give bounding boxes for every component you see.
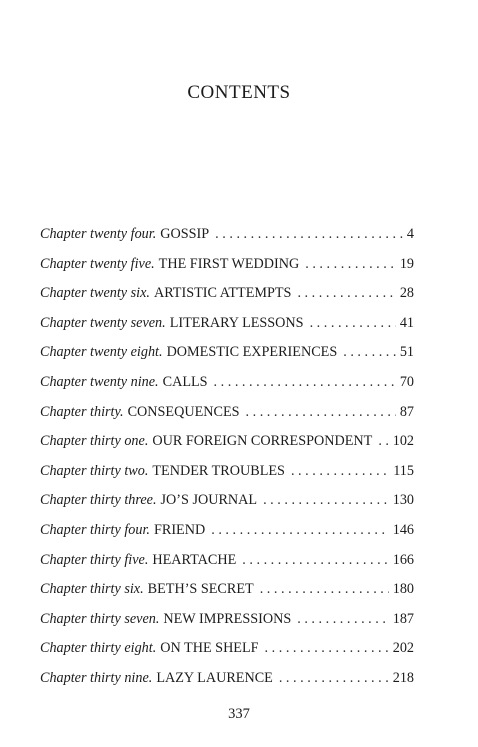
table-of-contents xyxy=(40,226,414,700)
chapter-title: TENDER TROUBLES xyxy=(152,462,285,479)
chapter-label: Chapter twenty six. xyxy=(40,285,150,302)
dot-leader xyxy=(263,492,389,509)
chapter-label: Chapter thirty seven. xyxy=(40,610,160,627)
toc-entry[interactable] xyxy=(40,374,414,404)
toc-entry[interactable] xyxy=(40,670,414,700)
dot-leader xyxy=(242,552,388,569)
dot-leader xyxy=(310,315,396,332)
chapter-label: Chapter twenty nine. xyxy=(40,373,159,390)
toc-entry[interactable] xyxy=(40,522,414,552)
chapter-title: BETH’S SECRET xyxy=(147,581,254,598)
chapter-title: FRIEND xyxy=(153,521,206,538)
dot-leader xyxy=(297,611,388,628)
chapter-label: Chapter thirty. xyxy=(40,403,124,420)
chapter-title: THE FIRST WEDDING xyxy=(158,255,300,272)
chapter-label: Chapter twenty eight. xyxy=(40,344,163,361)
chapter-title: CALLS xyxy=(162,373,208,390)
chapter-label: Chapter thirty one. xyxy=(40,433,149,450)
toc-entry[interactable] xyxy=(40,552,414,582)
toc-entry[interactable] xyxy=(40,581,414,611)
dot-leader xyxy=(211,522,389,539)
page-number: 218 xyxy=(392,669,414,686)
page-number: 115 xyxy=(393,462,414,479)
chapter-label: Chapter thirty six. xyxy=(40,581,144,598)
page-number: 102 xyxy=(392,433,414,450)
chapter-label: Chapter thirty five. xyxy=(40,551,149,568)
chapter-title: GOSSIP xyxy=(160,226,210,242)
chapter-label: Chapter twenty seven. xyxy=(40,314,166,331)
toc-entry[interactable] xyxy=(40,226,414,256)
page-number: 4 xyxy=(406,226,414,242)
dot-leader xyxy=(246,404,396,421)
page-number: 28 xyxy=(399,285,414,302)
dot-leader xyxy=(343,344,396,361)
chapter-label: Chapter thirty three. xyxy=(40,492,157,509)
toc-entry[interactable] xyxy=(40,285,414,315)
chapter-title: HEARTACHE xyxy=(152,551,237,568)
chapter-label: Chapter thirty two. xyxy=(40,462,149,479)
toc-entry[interactable] xyxy=(40,492,414,522)
toc-entry[interactable] xyxy=(40,463,414,493)
dot-leader xyxy=(378,433,388,450)
dot-leader xyxy=(291,463,389,480)
chapter-title: OUR FOREIGN CORRESPONDENT xyxy=(152,433,373,450)
page-number: 130 xyxy=(392,492,414,509)
chapter-label: Chapter thirty eight. xyxy=(40,640,157,657)
dot-leader xyxy=(215,226,403,243)
page-number: 202 xyxy=(392,640,414,657)
page-number: 41 xyxy=(399,314,414,331)
chapter-title: ON THE SHELF xyxy=(160,640,259,657)
toc-entry[interactable] xyxy=(40,611,414,641)
chapter-title: LITERARY LESSONS xyxy=(169,314,304,331)
page-number: 51 xyxy=(399,344,414,361)
dot-leader xyxy=(297,285,395,302)
toc-entry[interactable] xyxy=(40,256,414,286)
page-folio-number: 337 xyxy=(228,706,250,722)
dot-leader xyxy=(265,640,389,657)
chapter-title: CONSEQUENCES xyxy=(127,403,240,420)
chapter-title: DOMESTIC EXPERIENCES xyxy=(166,344,338,361)
chapter-title: ARTISTIC ATTEMPTS xyxy=(153,285,292,302)
chapter-label: Chapter twenty five. xyxy=(40,255,155,272)
dot-leader xyxy=(305,256,396,273)
page-number: 19 xyxy=(399,255,414,272)
toc-entry[interactable] xyxy=(40,640,414,670)
chapter-label: Chapter thirty nine. xyxy=(40,669,153,686)
chapter-title: LAZY LAURENCE xyxy=(156,669,273,686)
chapter-title: JO’S JOURNAL xyxy=(160,492,258,509)
page-number: 87 xyxy=(399,403,414,420)
page-title: CONTENTS xyxy=(187,82,291,103)
chapter-title: NEW IMPRESSIONS xyxy=(163,610,292,627)
page-number: 180 xyxy=(392,581,414,598)
dot-leader xyxy=(260,581,389,598)
chapter-label: Chapter twenty four. xyxy=(40,226,157,242)
toc-entry[interactable] xyxy=(40,315,414,345)
dot-leader xyxy=(279,670,389,687)
chapter-label: Chapter thirty four. xyxy=(40,521,150,538)
toc-entry[interactable] xyxy=(40,344,414,374)
toc-entry[interactable] xyxy=(40,433,414,463)
page-number: 70 xyxy=(399,373,414,390)
page-number: 166 xyxy=(392,551,414,568)
dot-leader xyxy=(214,374,396,391)
toc-entry[interactable] xyxy=(40,404,414,434)
page-number: 187 xyxy=(392,610,414,627)
page-number: 146 xyxy=(392,521,414,538)
